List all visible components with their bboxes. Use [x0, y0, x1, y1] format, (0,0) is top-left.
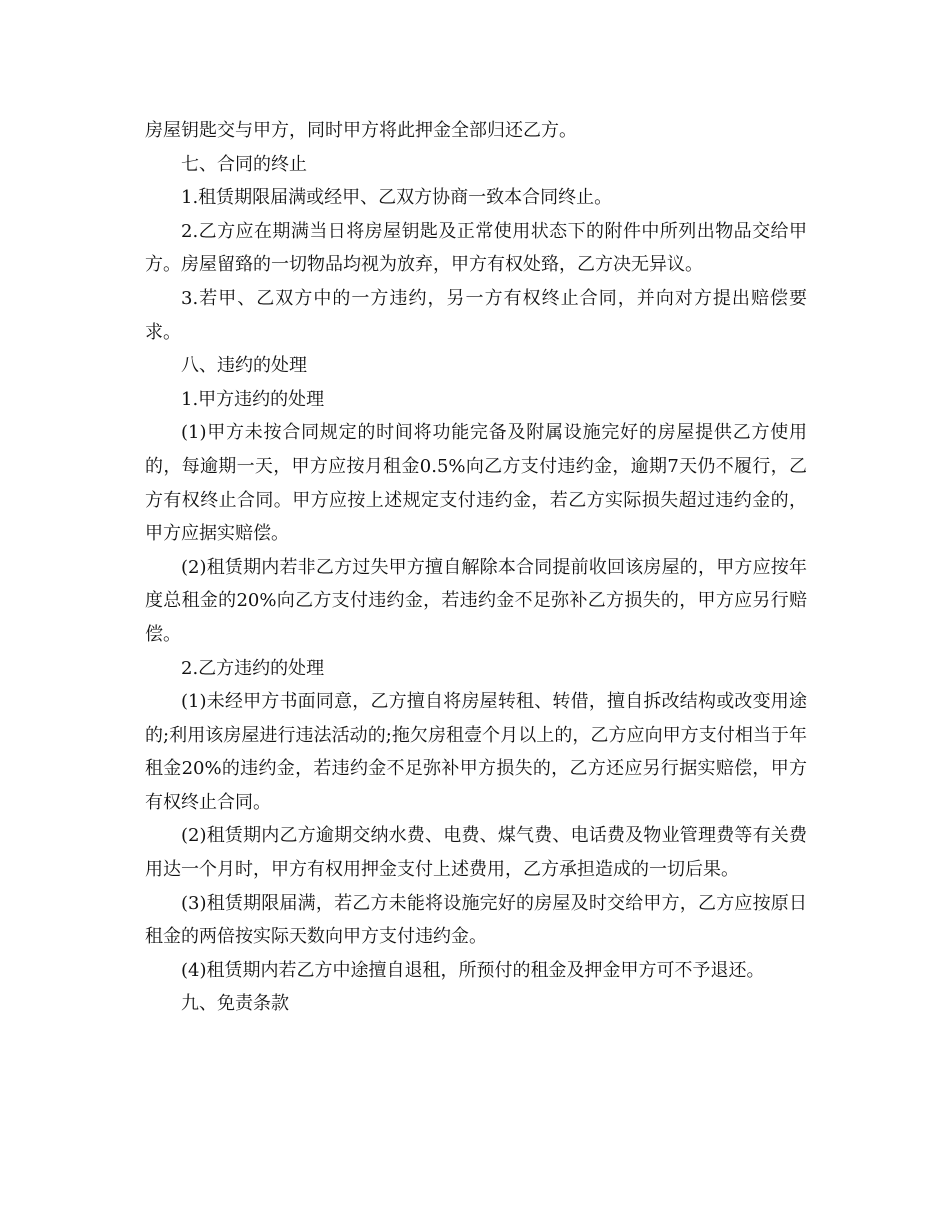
- contract-body: [145, 114, 807, 1021]
- clause-party-a-breach-2: (2)租赁期内若非乙方过失甲方擅自解除本合同提前收回该房屋的，甲方应按年度总租金的20%向乙方支付违约金，若违约金不足弥补乙方损失的，甲方应另行赔偿。: [145, 556, 807, 645]
- clause-termination-2: 2.乙方应在期满当日将房屋钥匙及正常使用状态下的附件中所列出物品交给甲方。房屋留臵的一切物品均视为放弃，甲方有权处臵，乙方决无异议。: [145, 220, 807, 276]
- clause-termination-3: 3.若甲、乙双方中的一方违约，另一方有权终止合同，并向对方提出赔偿要求。: [145, 287, 807, 343]
- clause-party-b-breach-2: (2)租赁期内乙方逾期交纳水费、电费、煤气费、电话费及物业管理费等有关费用达一个月时，甲方有权用押金支付上述费用，乙方承担造成的一切后果。: [145, 825, 807, 881]
- section-heading-exemption: 九、免责条款: [181, 993, 289, 1015]
- clause-party-a-breach-1: (1)甲方未按合同规定的时间将功能完备及附属设施完好的房屋提供乙方使用的，每逾期一天，甲方应按月租金0.5%向乙方支付违约金，逾期7天仍不履行，乙方有权终止合同。甲方应按上述规定支付违约金，若乙方实际损失超过违约金的，甲方应据实赔偿。: [145, 422, 807, 545]
- clause-termination-1: 1.租赁期限届满或经甲、乙双方协商一致本合同终止。: [181, 187, 613, 209]
- clause-party-b-breach-3: (3)租赁期限届满，若乙方未能将设施完好的房屋及时交给甲方，乙方应按原日租金的两倍按实际天数向甲方支付违约金。: [145, 892, 807, 948]
- clause-party-b-breach-1: (1)未经甲方书面同意，乙方擅自将房屋转租、转借，擅自拆改结构或改变用途的;利用该房屋进行违法活动的;拖欠房租壹个月以上的，乙方应向甲方支付相当于年租金20%的违约金，若违约金不足弥补甲方损失的，乙方还应另行据实赔偿，甲方有权终止合同。: [145, 691, 807, 813]
- subsection-heading-party-b-breach: 2.乙方违约的处理: [181, 657, 325, 679]
- subsection-heading-party-a-breach: 1.甲方违约的处理: [181, 388, 325, 410]
- clause-party-b-breach-4: (4)租赁期内若乙方中途擅自退租，所预付的租金及押金甲方可不予退还。: [181, 959, 765, 981]
- section-heading-termination: 七、合同的终止: [181, 153, 307, 175]
- paragraph-key-return: 房屋钥匙交与甲方，同时甲方将此押金全部归还乙方。: [145, 120, 577, 141]
- section-heading-breach: 八、违约的处理: [181, 355, 307, 377]
